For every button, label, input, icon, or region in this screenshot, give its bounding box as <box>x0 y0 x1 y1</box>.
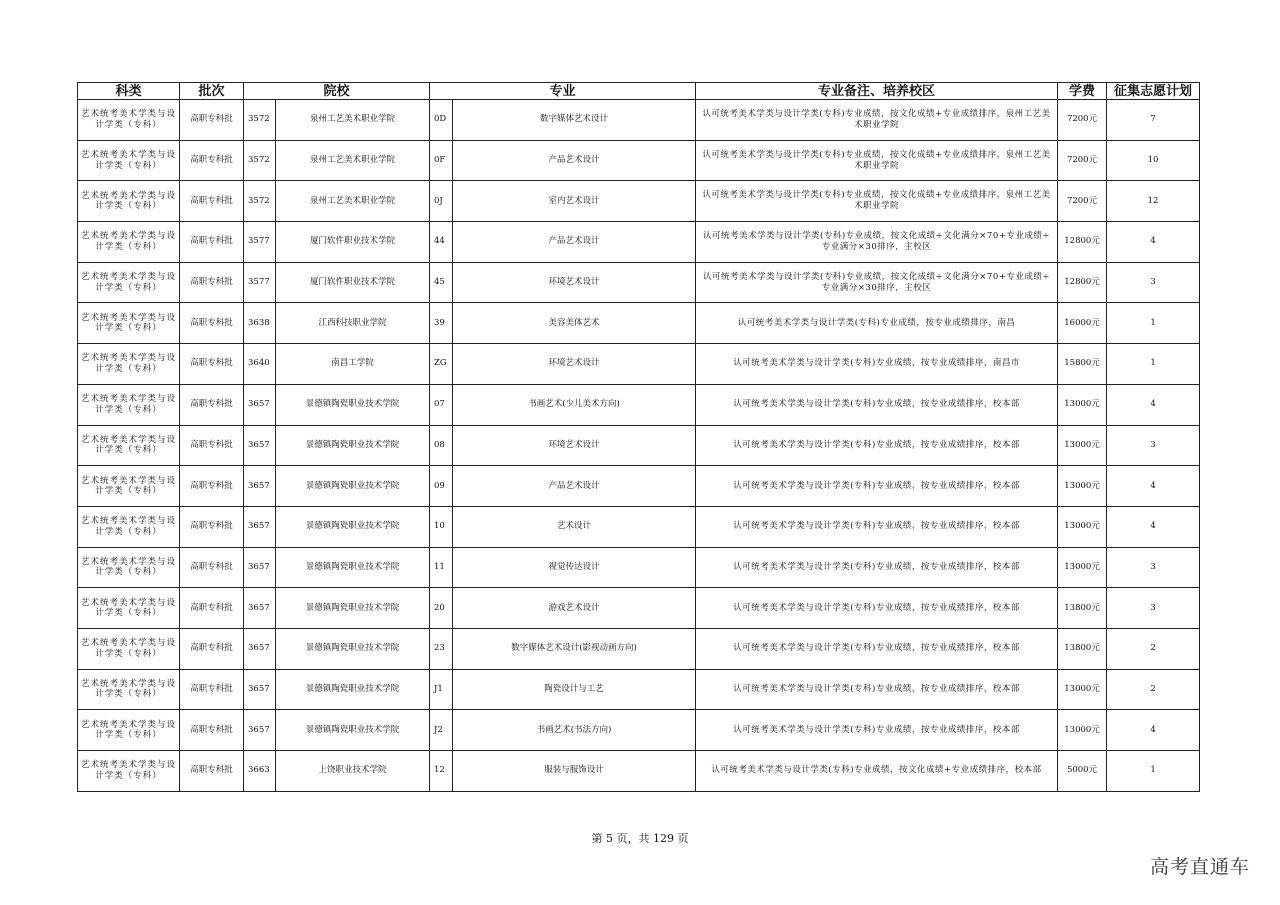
school-name-cell: 泉州工艺美术职业学院 <box>276 100 430 141</box>
notes-cell: 认可统考美术学类与设计学类(专科)专业成绩，按文化成绩÷文化满分×70+专业成绩÷专业满分×30排序，主校区 <box>696 262 1058 303</box>
school-code-cell: 3657 <box>244 628 276 669</box>
category-cell: 艺术统考美术学类与设计学类（专科） <box>78 140 180 181</box>
header-notes: 专业备注、培养校区 <box>696 83 1058 100</box>
plan-cell: 4 <box>1107 384 1200 425</box>
batch-cell: 高职专科批 <box>180 628 244 669</box>
school-code-cell: 3577 <box>244 222 276 263</box>
batch-cell: 高职专科批 <box>180 425 244 466</box>
notes-cell: 认可统考美术学类与设计学类(专科)专业成绩，按文化成绩+专业成绩排序，泉州工艺美术职业学院 <box>696 181 1058 222</box>
page-number: 第 5 页，共 129 页 <box>591 832 689 845</box>
major-code-cell: 12 <box>430 751 453 792</box>
plan-cell: 1 <box>1107 751 1200 792</box>
major-code-cell: 0D <box>430 100 453 141</box>
major-code-cell: 0J <box>430 181 453 222</box>
notes-cell: 认可统考美术学类与设计学类(专科)专业成绩，按专业成绩排序，校本部 <box>696 466 1058 507</box>
major-name-cell: 陶瓷设计与工艺 <box>453 669 696 710</box>
tuition-cell: 13000元 <box>1058 547 1107 588</box>
tuition-cell: 5000元 <box>1058 751 1107 792</box>
batch-cell: 高职专科批 <box>180 547 244 588</box>
plan-cell: 7 <box>1107 100 1200 141</box>
notes-cell: 认可统考美术学类与设计学类(专科)专业成绩，按专业成绩排序，校本部 <box>696 425 1058 466</box>
school-name-cell: 景德镇陶瓷职业技术学院 <box>276 425 430 466</box>
plan-cell: 1 <box>1107 303 1200 344</box>
major-code-cell: 20 <box>430 588 453 629</box>
major-code-cell: 10 <box>430 506 453 547</box>
table-row <box>78 344 1200 385</box>
category-cell: 艺术统考美术学类与设计学类（专科） <box>78 506 180 547</box>
batch-cell: 高职专科批 <box>180 222 244 263</box>
major-name-cell: 游戏艺术设计 <box>453 588 696 629</box>
notes-cell: 认可统考美术学类与设计学类(专科)专业成绩，按专业成绩排序，校本部 <box>696 710 1058 751</box>
school-code-cell: 3657 <box>244 547 276 588</box>
major-code-cell: 0F <box>430 140 453 181</box>
batch-cell: 高职专科批 <box>180 669 244 710</box>
school-code-cell: 3657 <box>244 669 276 710</box>
tuition-cell: 12800元 <box>1058 262 1107 303</box>
major-name-cell: 数字媒体艺术设计 <box>453 100 696 141</box>
major-name-cell: 书画艺术(书法方向) <box>453 710 696 751</box>
major-code-cell: ZG <box>430 344 453 385</box>
major-name-cell: 产品艺术设计 <box>453 466 696 507</box>
table-row <box>78 628 1200 669</box>
tuition-cell: 15800元 <box>1058 344 1107 385</box>
batch-cell: 高职专科批 <box>180 100 244 141</box>
table-row <box>78 140 1200 181</box>
plan-cell: 3 <box>1107 588 1200 629</box>
notes-cell: 认可统考美术学类与设计学类(专科)专业成绩，按专业成绩排序，校本部 <box>696 384 1058 425</box>
category-cell: 艺术统考美术学类与设计学类（专科） <box>78 303 180 344</box>
school-code-cell: 3657 <box>244 466 276 507</box>
major-name-cell: 服装与服饰设计 <box>453 751 696 792</box>
school-name-cell: 厦门软件职业技术学院 <box>276 262 430 303</box>
plan-cell: 1 <box>1107 344 1200 385</box>
plan-cell: 4 <box>1107 506 1200 547</box>
batch-cell: 高职专科批 <box>180 710 244 751</box>
major-code-cell: 44 <box>430 222 453 263</box>
school-name-cell: 景德镇陶瓷职业技术学院 <box>276 628 430 669</box>
major-code-cell: 45 <box>430 262 453 303</box>
tuition-cell: 7200元 <box>1058 181 1107 222</box>
school-code-cell: 3572 <box>244 100 276 141</box>
plan-cell: 3 <box>1107 425 1200 466</box>
batch-cell: 高职专科批 <box>180 303 244 344</box>
plan-cell: 2 <box>1107 669 1200 710</box>
header-batch: 批次 <box>180 83 244 100</box>
notes-cell: 认可统考美术学类与设计学类(专科)专业成绩，按专业成绩排序，校本部 <box>696 547 1058 588</box>
major-code-cell: 08 <box>430 425 453 466</box>
batch-cell: 高职专科批 <box>180 181 244 222</box>
notes-cell: 认可统考美术学类与设计学类(专科)专业成绩，按专业成绩排序，校本部 <box>696 669 1058 710</box>
plan-cell: 2 <box>1107 628 1200 669</box>
header-tuition: 学费 <box>1058 83 1107 100</box>
school-name-cell: 上饶职业技术学院 <box>276 751 430 792</box>
school-name-cell: 景德镇陶瓷职业技术学院 <box>276 506 430 547</box>
plan-cell: 3 <box>1107 262 1200 303</box>
table-row <box>78 262 1200 303</box>
plan-cell: 4 <box>1107 466 1200 507</box>
header-school: 院校 <box>244 83 430 100</box>
major-name-cell: 环境艺术设计 <box>453 425 696 466</box>
notes-cell: 认可统考美术学类与设计学类(专科)专业成绩，按文化成绩+专业成绩排序，泉州工艺美术职业学院 <box>696 140 1058 181</box>
school-name-cell: 景德镇陶瓷职业技术学院 <box>276 669 430 710</box>
table-row <box>78 669 1200 710</box>
category-cell: 艺术统考美术学类与设计学类（专科） <box>78 384 180 425</box>
batch-cell: 高职专科批 <box>180 466 244 507</box>
school-code-cell: 3577 <box>244 262 276 303</box>
school-name-cell: 江西科技职业学院 <box>276 303 430 344</box>
table-row <box>78 506 1200 547</box>
school-code-cell: 3638 <box>244 303 276 344</box>
table-row <box>78 710 1200 751</box>
major-name-cell: 视觉传达设计 <box>453 547 696 588</box>
school-name-cell: 景德镇陶瓷职业技术学院 <box>276 588 430 629</box>
major-name-cell: 书画艺术(少儿美术方向) <box>453 384 696 425</box>
school-name-cell: 景德镇陶瓷职业技术学院 <box>276 710 430 751</box>
tuition-cell: 13000元 <box>1058 425 1107 466</box>
school-code-cell: 3657 <box>244 425 276 466</box>
plan-cell: 4 <box>1107 222 1200 263</box>
plan-cell: 3 <box>1107 547 1200 588</box>
major-name-cell: 美容美体艺术 <box>453 303 696 344</box>
plan-cell: 10 <box>1107 140 1200 181</box>
table-row <box>78 466 1200 507</box>
batch-cell: 高职专科批 <box>180 588 244 629</box>
school-name-cell: 景德镇陶瓷职业技术学院 <box>276 384 430 425</box>
tuition-cell: 13000元 <box>1058 669 1107 710</box>
school-name-cell: 南昌工学院 <box>276 344 430 385</box>
school-code-cell: 3663 <box>244 751 276 792</box>
school-name-cell: 泉州工艺美术职业学院 <box>276 140 430 181</box>
notes-cell: 认可统考美术学类与设计学类(专科)专业成绩，按专业成绩排序，南昌市 <box>696 344 1058 385</box>
tuition-cell: 13000元 <box>1058 384 1107 425</box>
header-plan: 征集志愿计划 <box>1107 83 1200 100</box>
table-row <box>78 588 1200 629</box>
school-name-cell: 厦门软件职业技术学院 <box>276 222 430 263</box>
category-cell: 艺术统考美术学类与设计学类（专科） <box>78 669 180 710</box>
batch-cell: 高职专科批 <box>180 384 244 425</box>
table-body <box>78 100 1200 792</box>
category-cell: 艺术统考美术学类与设计学类（专科） <box>78 100 180 141</box>
tuition-cell: 13800元 <box>1058 588 1107 629</box>
tuition-cell: 7200元 <box>1058 100 1107 141</box>
notes-cell: 认可统考美术学类与设计学类(专科)专业成绩，按专业成绩排序，校本部 <box>696 506 1058 547</box>
tuition-cell: 13000元 <box>1058 710 1107 751</box>
major-code-cell: J2 <box>430 710 453 751</box>
plan-cell: 4 <box>1107 710 1200 751</box>
major-name-cell: 室内艺术设计 <box>453 181 696 222</box>
category-cell: 艺术统考美术学类与设计学类（专科） <box>78 628 180 669</box>
school-name-cell: 景德镇陶瓷职业技术学院 <box>276 466 430 507</box>
category-cell: 艺术统考美术学类与设计学类（专科） <box>78 588 180 629</box>
school-code-cell: 3572 <box>244 140 276 181</box>
major-code-cell: 11 <box>430 547 453 588</box>
tuition-cell: 13000元 <box>1058 466 1107 507</box>
major-name-cell: 产品艺术设计 <box>453 140 696 181</box>
table-row <box>78 222 1200 263</box>
major-name-cell: 艺术设计 <box>453 506 696 547</box>
school-code-cell: 3657 <box>244 588 276 629</box>
batch-cell: 高职专科批 <box>180 751 244 792</box>
batch-cell: 高职专科批 <box>180 262 244 303</box>
major-code-cell: 09 <box>430 466 453 507</box>
tuition-cell: 13000元 <box>1058 506 1107 547</box>
notes-cell: 认可统考美术学类与设计学类(专科)专业成绩，按文化成绩+专业成绩排序，泉州工艺美术职业学院 <box>696 100 1058 141</box>
tuition-cell: 13800元 <box>1058 628 1107 669</box>
major-code-cell: 23 <box>430 628 453 669</box>
notes-cell: 认可统考美术学类与设计学类(专科)专业成绩，按专业成绩排序，校本部 <box>696 628 1058 669</box>
category-cell: 艺术统考美术学类与设计学类（专科） <box>78 547 180 588</box>
table-row <box>78 100 1200 141</box>
school-code-cell: 3657 <box>244 506 276 547</box>
school-code-cell: 3640 <box>244 344 276 385</box>
notes-cell: 认可统考美术学类与设计学类(专科)专业成绩，按专业成绩排序，南昌 <box>696 303 1058 344</box>
batch-cell: 高职专科批 <box>180 506 244 547</box>
category-cell: 艺术统考美术学类与设计学类（专科） <box>78 181 180 222</box>
major-code-cell: 07 <box>430 384 453 425</box>
major-name-cell: 环境艺术设计 <box>453 344 696 385</box>
major-name-cell: 产品艺术设计 <box>453 222 696 263</box>
school-code-cell: 3657 <box>244 710 276 751</box>
header-major: 专业 <box>430 83 696 100</box>
category-cell: 艺术统考美术学类与设计学类（专科） <box>78 425 180 466</box>
watermark-logo: 高考直通车 <box>1149 856 1250 878</box>
tuition-cell: 16000元 <box>1058 303 1107 344</box>
school-name-cell: 景德镇陶瓷职业技术学院 <box>276 547 430 588</box>
batch-cell: 高职专科批 <box>180 140 244 181</box>
table-header-row <box>78 83 1200 100</box>
major-code-cell: 39 <box>430 303 453 344</box>
category-cell: 艺术统考美术学类与设计学类（专科） <box>78 222 180 263</box>
table-row <box>78 751 1200 792</box>
tuition-cell: 12800元 <box>1058 222 1107 263</box>
major-code-cell: J1 <box>430 669 453 710</box>
table-row <box>78 384 1200 425</box>
tuition-cell: 7200元 <box>1058 140 1107 181</box>
notes-cell: 认可统考美术学类与设计学类(专科)专业成绩，按文化成绩+专业成绩排序，校本部 <box>696 751 1058 792</box>
notes-cell: 认可统考美术学类与设计学类(专科)专业成绩，按文化成绩÷文化满分×70+专业成绩÷专业满分×30排序，主校区 <box>696 222 1058 263</box>
header-category: 科类 <box>78 83 180 100</box>
table-row <box>78 181 1200 222</box>
school-name-cell: 泉州工艺美术职业学院 <box>276 181 430 222</box>
table-row <box>78 547 1200 588</box>
category-cell: 艺术统考美术学类与设计学类（专科） <box>78 710 180 751</box>
category-cell: 艺术统考美术学类与设计学类（专科） <box>78 466 180 507</box>
table-row <box>78 425 1200 466</box>
notes-cell: 认可统考美术学类与设计学类(专科)专业成绩，按专业成绩排序，校本部 <box>696 588 1058 629</box>
major-name-cell: 数字媒体艺术设计(影视动画方向) <box>453 628 696 669</box>
category-cell: 艺术统考美术学类与设计学类（专科） <box>78 344 180 385</box>
major-name-cell: 环境艺术设计 <box>453 262 696 303</box>
batch-cell: 高职专科批 <box>180 344 244 385</box>
plan-cell: 12 <box>1107 181 1200 222</box>
category-cell: 艺术统考美术学类与设计学类（专科） <box>78 262 180 303</box>
school-code-cell: 3657 <box>244 384 276 425</box>
admissions-table <box>77 82 1200 792</box>
school-code-cell: 3572 <box>244 181 276 222</box>
category-cell: 艺术统考美术学类与设计学类（专科） <box>78 751 180 792</box>
table-row <box>78 303 1200 344</box>
